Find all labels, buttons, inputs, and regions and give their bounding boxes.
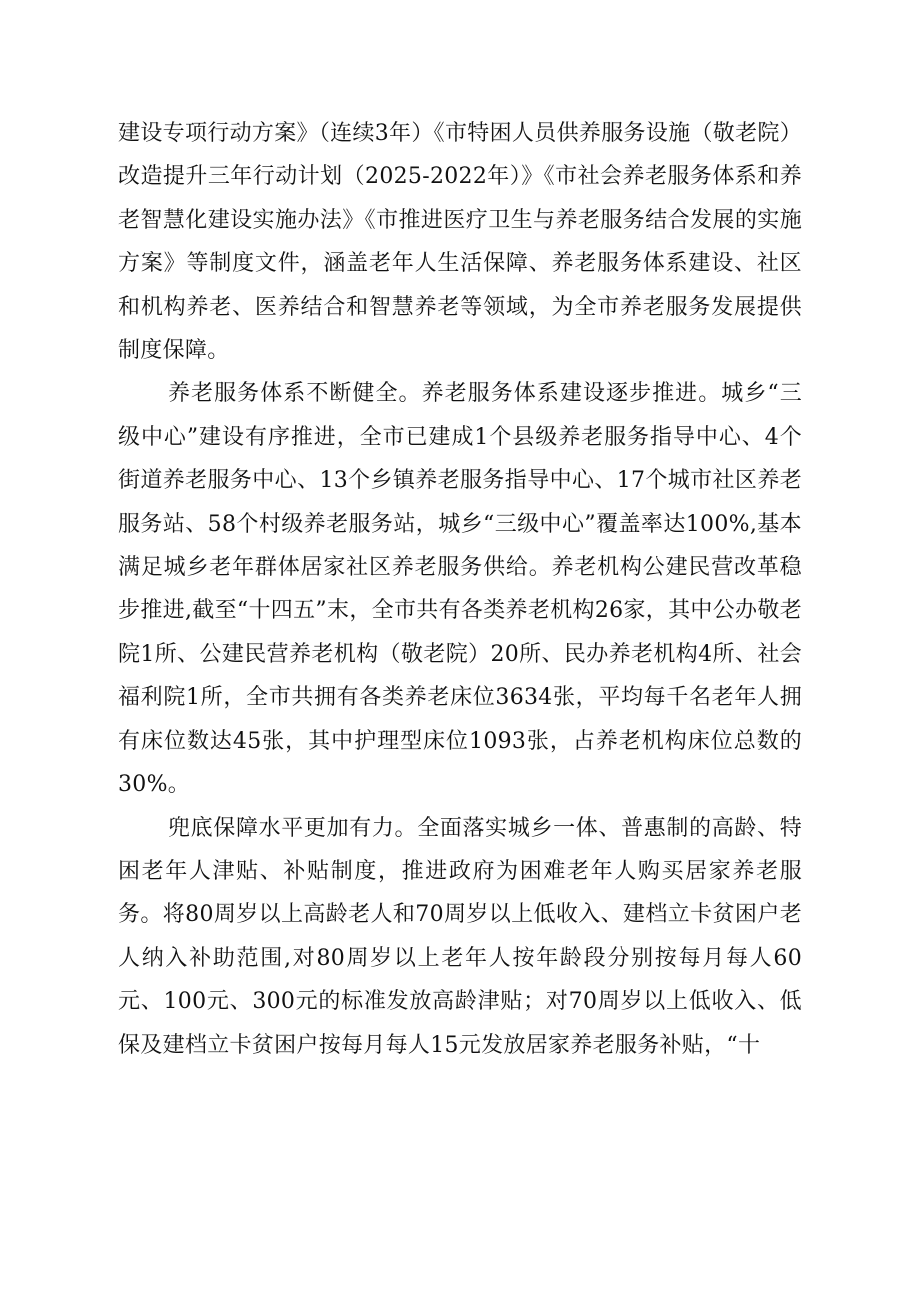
document-body bbox=[118, 112, 802, 1067]
paragraph-basic-security: 兜底保障水平更加有力。全面落实城乡一体、普惠制的高龄、特困老年人津贴、补贴制度，推进政府为困难老年人购买居家养老服务。将80周岁以上高龄老人和70周岁以上低收入、建档立卡贫困户老人纳入补助范围,对80周岁以上老年人按年龄段分别按每月每人60元、100元、300元的标准发放高龄津贴；对70周岁以上低收入、低保及建档立卡贫困户按每月每人15元发放居家养老服务补贴，“十 bbox=[118, 815, 802, 1058]
paragraph-policy-documents: 建设专项行动方案》（连续3年）《市特困人员供养服务设施（敬老院）改造提升三年行动计划（2025-2022年）》《市社会养老服务体系和养老智慧化建设实施办法》《市推进医疗卫生与养老服务结合发展的实施方案》等制度文件，涵盖老年人生活保障、养老服务体系建设、社区和机构养老、医养结合和智慧养老等领域，为全市养老服务发展提供制度保障。 bbox=[118, 121, 802, 364]
paragraph-service-system: 养老服务体系不断健全。养老服务体系建设逐步推进。城乡“三级中心”建设有序推进，全市已建成1个县级养老服务指导中心、4个街道养老服务中心、13个乡镇养老服务指导中心、17个城市社区养老服务站、58个村级养老服务站，城乡“三级中心”覆盖率达100%,基本满足城乡老年群体居家社区养老服务供给。养老机构公建民营改革稳步推进,截至“十四五”末，全市共有各类养老机构26家，其中公办敬老院1所、公建民营养老机构（敬老院）20所、民办养老机构4所、社会福利院1所，全市共拥有各类养老床位3634张，平均每千名老年人拥有床位数达45张，其中护理型床位1093张，占养老机构床位总数的30%。 bbox=[118, 381, 802, 798]
